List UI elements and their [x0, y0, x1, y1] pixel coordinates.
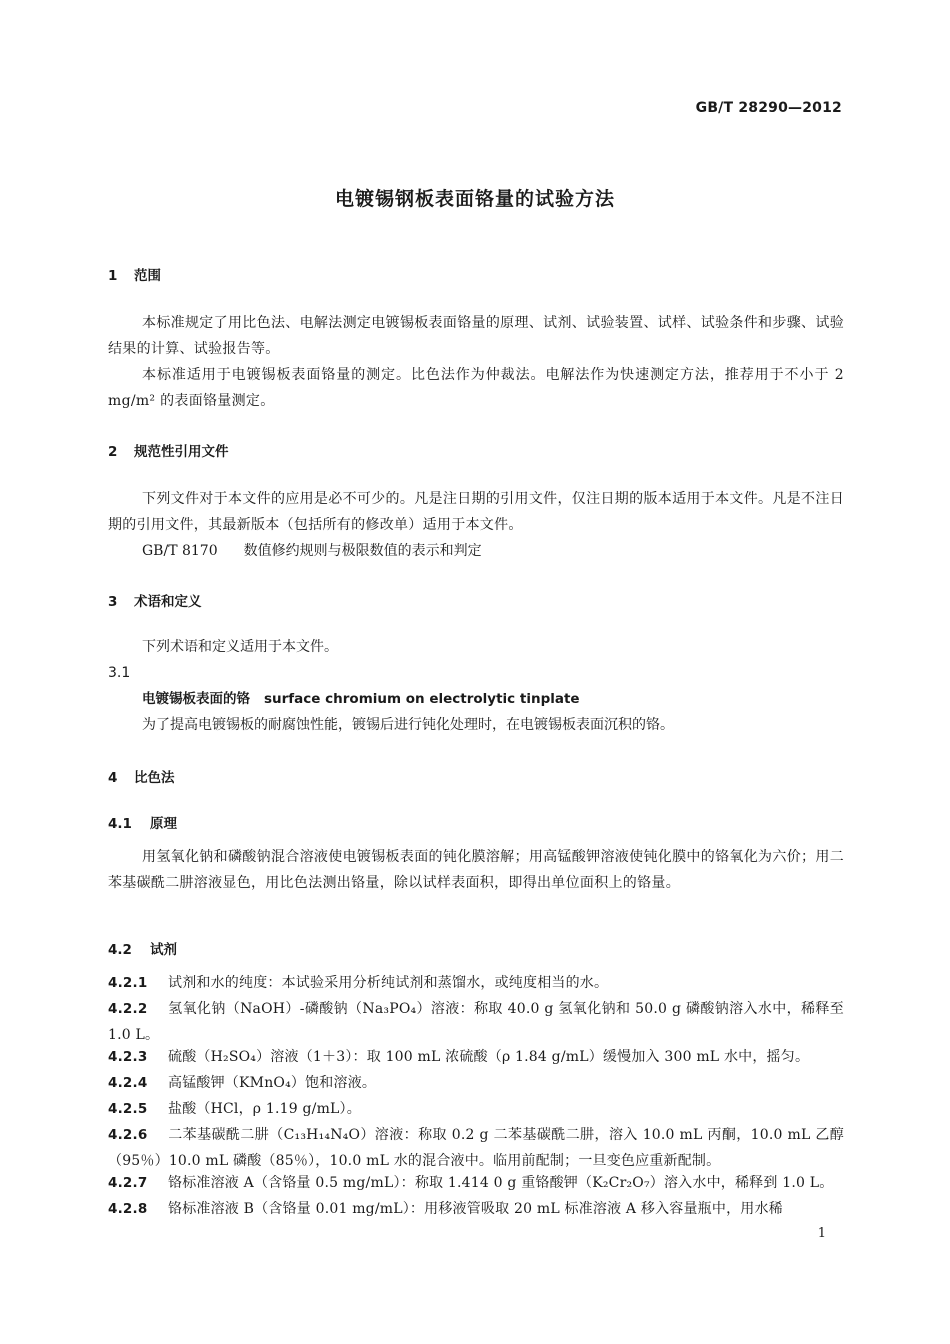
section-3-paragraph-1: 下列术语和定义适用于本文件。	[142, 639, 338, 655]
section-1-heading	[108, 264, 844, 284]
item-text: 氢氧化钠（NaOH）-磷酸钠（Na₃PO₄）溶液：称取 40.0 g 氢氧化钠和 50.0 g 磷酸钠溶入水中，稀释至 1.0 L。	[108, 1001, 844, 1043]
item-text: 铬标准溶液 A（含铬量 0.5 mg/mL）：称取 1.414 0 g 重铬酸钾（K₂Cr₂O₇）溶入水中，稀释到 1.0 L。	[168, 1175, 834, 1191]
normative-reference	[108, 538, 878, 564]
subsection-4-2-heading	[108, 938, 844, 958]
item-text: 试剂和水的纯度：本试验采用分析纯试剂和蒸馏水，或纯度相当的水。	[168, 975, 609, 991]
section-number: 3	[108, 594, 118, 610]
subsection-title: 原理	[150, 816, 177, 832]
document-title: 电镀锡钢板表面铬量的试验方法	[334, 188, 615, 210]
section-2-heading	[108, 440, 844, 460]
item-text: 盐酸（HCl，ρ 1.19 g/mL）。	[168, 1101, 361, 1117]
standard-number: GB/T 28290—2012	[695, 100, 842, 116]
reference-code: GB/T 8170	[142, 543, 218, 559]
subsection-number: 4.2	[108, 942, 132, 958]
subsection-title: 试剂	[150, 942, 177, 958]
section-1-paragraph-1: 本标准规定了用比色法、电解法测定电镀锡板表面铬量的原理、试剂、试验装置、试样、试验条件和步骤、试验结果的计算、试验报告等。	[108, 315, 844, 357]
item-number: 4.2.5	[108, 1101, 148, 1117]
section-title: 比色法	[134, 770, 175, 786]
section-title: 规范性引用文件	[134, 444, 229, 460]
term-chinese: 电镀锡板表面的铬	[142, 691, 250, 707]
section-4-heading	[108, 766, 844, 786]
reagent-item	[108, 1070, 844, 1096]
item-number: 4.2.4	[108, 1075, 148, 1091]
item-text: 铬标准溶液 B（含铬量 0.01 mg/mL）：用移液管吸取 20 mL 标准溶液 A 移入容量瓶中，用水稀	[168, 1201, 783, 1217]
item-number: 4.2.6	[108, 1127, 148, 1143]
reagent-item	[108, 970, 844, 996]
subsection-4-1-heading	[108, 812, 844, 832]
subsection-number: 4.1	[108, 816, 132, 832]
reagent-item	[108, 1044, 844, 1070]
section-number: 2	[108, 444, 118, 460]
section-number: 1	[108, 268, 118, 284]
term-number: 3.1	[108, 665, 131, 681]
reagent-item	[108, 1122, 844, 1174]
reference-title: 数值修约规则与极限数值的表示和判定	[243, 543, 482, 559]
section-title: 范围	[134, 268, 161, 284]
term-english: surface chromium on electrolytic tinplate	[264, 691, 580, 707]
item-number: 4.2.7	[108, 1175, 148, 1191]
section-3-heading	[108, 590, 844, 610]
item-number: 4.2.3	[108, 1049, 148, 1065]
reagent-item	[108, 1096, 844, 1122]
term-definition: 为了提高电镀锡板的耐腐蚀性能，镀锡后进行钝化处理时，在电镀锡板表面沉积的铬。	[142, 717, 674, 733]
section-number: 4	[108, 770, 118, 786]
reagent-item	[108, 1196, 844, 1222]
item-text: 硫酸（H₂SO₄）溶液（1＋3）：取 100 mL 浓硫酸（ρ 1.84 g/mL）缓慢加入 300 mL 水中，摇匀。	[168, 1049, 810, 1065]
page-number: 1	[817, 1226, 826, 1241]
item-number: 4.2.2	[108, 1001, 148, 1017]
section-title: 术语和定义	[134, 594, 202, 610]
section-1-paragraph-2: 本标准适用于电镀锡板表面铬量的测定。比色法作为仲裁法。电解法作为快速测定方法，推荐用于不小于 2 mg/m² 的表面铬量测定。	[108, 367, 844, 409]
item-text: 二苯基碳酰二肼（C₁₃H₁₄N₄O）溶液：称取 0.2 g 二苯基碳酰二肼，溶入 10.0 mL 丙酮，10.0 mL 乙醇（95％）10.0 mL 磷酸（85％），10.0 mL 水的混合液中。临用前配制；一旦变色应重新配制。	[108, 1127, 844, 1169]
section-2-paragraph-1: 下列文件对于本文件的应用是必不可少的。凡是注日期的引用文件，仅注日期的版本适用于本文件。凡是不注日期的引用文件，其最新版本（包括所有的修改单）适用于本文件。	[108, 491, 844, 533]
item-text: 高锰酸钾（KMnO₄）饱和溶液。	[168, 1075, 377, 1091]
term-entry	[108, 686, 878, 712]
item-number: 4.2.8	[108, 1201, 148, 1217]
reagent-item	[108, 1170, 844, 1196]
reagent-item	[108, 996, 844, 1048]
subsection-4-1-paragraph: 用氢氧化钠和磷酸钠混合溶液使电镀锡板表面的钝化膜溶解；用高锰酸钾溶液使钝化膜中的铬氧化为六价；用二苯基碳酰二肼溶液显色，用比色法测出铬量，除以试样表面积，即得出单位面积上的铬量。	[108, 849, 844, 891]
item-number: 4.2.1	[108, 975, 148, 991]
